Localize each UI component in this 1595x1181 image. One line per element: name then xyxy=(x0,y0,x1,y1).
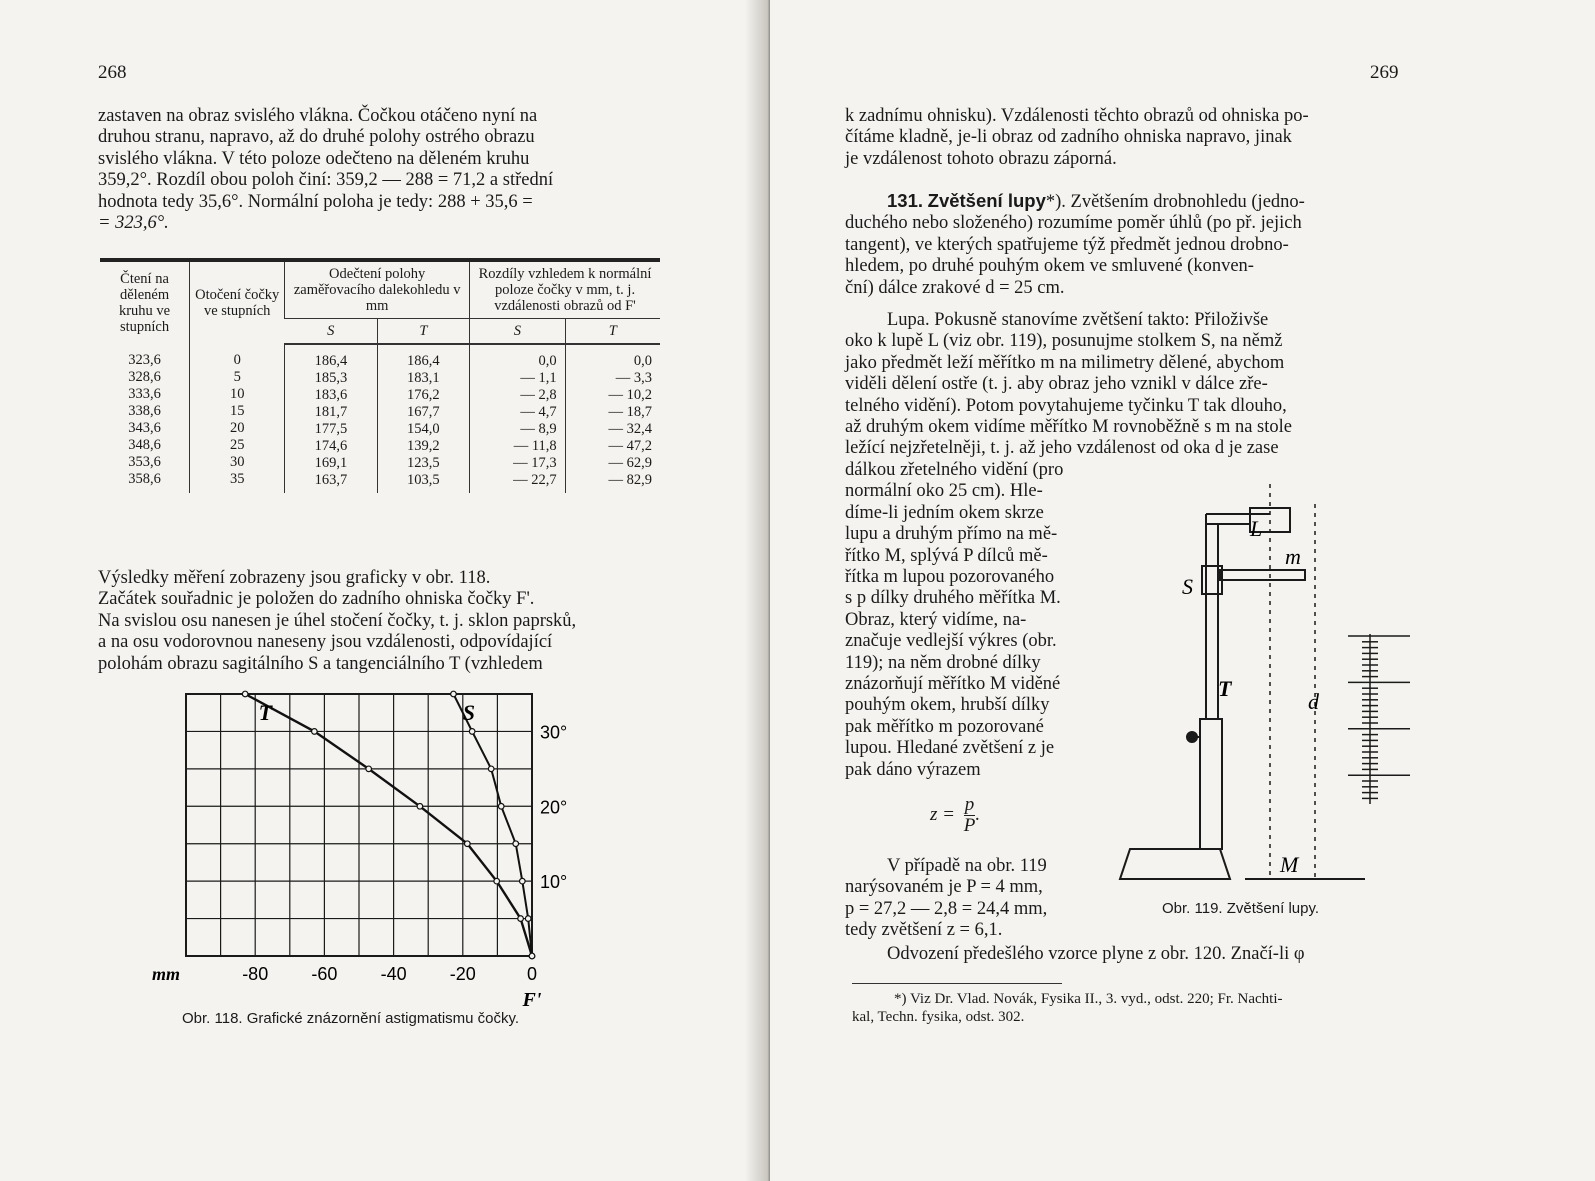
magnification-formula xyxy=(930,795,980,836)
table-cell: 35 xyxy=(229,471,245,487)
label-rod-t: T xyxy=(1218,676,1232,701)
table-cell: 174,6 xyxy=(314,438,348,454)
text-line: duchého nebo složeného) rozumíme poměr úhlů (po př. jejich xyxy=(845,213,1302,234)
table-cell: 103,5 xyxy=(407,472,440,488)
text-line: s p dílky druhého měřítka M. xyxy=(845,588,1061,609)
subheader-s: S xyxy=(285,319,377,345)
x-tick-label: -60 xyxy=(311,964,338,984)
label-scale-big-m: M xyxy=(1280,852,1299,877)
subheader-s: S xyxy=(470,319,566,345)
table-cell: — 2,8 xyxy=(520,387,557,403)
formula-denominator: P xyxy=(963,815,976,836)
x-tick-label: -20 xyxy=(449,964,476,984)
table-cell: 167,7 xyxy=(407,404,440,420)
text-line: Obraz, který vidíme, na- xyxy=(845,609,1027,630)
table-cell: — 32,4 xyxy=(608,421,652,437)
table-cell: 30 xyxy=(229,454,245,470)
text-line: 119); na něm drobné dílky xyxy=(845,652,1041,673)
table-cell: — 8,9 xyxy=(520,421,557,437)
text-line: ležící nejzřetelněji, t. j. až jeho vzdálenost od oka d je zase xyxy=(845,438,1279,459)
curve-label-s: S xyxy=(462,700,476,725)
table-cell: 176,2 xyxy=(407,387,440,403)
text-line: pouhým okem, hrubší dílky xyxy=(845,695,1050,716)
knob xyxy=(1187,732,1197,742)
section-131 xyxy=(845,190,1407,299)
table-cell: 353,6 xyxy=(128,454,161,470)
table-column-cells xyxy=(100,344,190,493)
text-line: Na svislou osu nanesen je úhel stočení čočky, t. j. sklon paprsků, xyxy=(98,610,577,631)
section-first-line xyxy=(845,190,1407,213)
table-column-cells xyxy=(377,344,469,493)
table-cell: 163,7 xyxy=(314,472,348,488)
text-line: p = 27,2 — 2,8 = 24,4 mm, xyxy=(845,898,1048,919)
x-unit-label: mm xyxy=(151,964,180,984)
text-line: tedy zvětšení z = 6,1. xyxy=(845,920,1003,941)
subheader-t: T xyxy=(565,319,660,345)
table-cell: 177,5 xyxy=(314,421,348,437)
text-line: až druhým okem vidíme měřítko M rovnoběžně s m na stole xyxy=(845,417,1292,438)
table-cell: 186,4 xyxy=(407,353,440,369)
label-lupa: L xyxy=(1250,516,1263,541)
footnote-line: kal, Techn. fysika, odst. 302. xyxy=(852,1009,1025,1025)
text-line: Výsledky měření zobrazeny jsou graficky v obr. 118. xyxy=(98,568,491,588)
stand-rod-lower xyxy=(1200,719,1222,849)
text-line: jako předmět leží měřítko m na milimetry dělené, abychom xyxy=(845,352,1285,373)
right-intro-text xyxy=(845,106,1407,170)
chart-labels xyxy=(152,700,567,1011)
text-line: viděli dělení ostře (t. j. aby obraz jeho vznikl v dálce zře- xyxy=(845,374,1268,395)
lupa-paragraph-narrow xyxy=(845,460,1101,781)
derivation-text xyxy=(845,944,1407,965)
col-header-telescope: Odečtení polohy zaměřovacího dalekohledu v mm xyxy=(285,262,470,319)
table-cell: — 62,9 xyxy=(608,455,652,471)
data-point xyxy=(469,729,475,735)
table-cell: 181,7 xyxy=(314,404,348,420)
text-line: narýsovaném je P = 4 mm, xyxy=(845,877,1043,898)
footnote-rule xyxy=(852,983,1062,984)
table-cell: 328,6 xyxy=(128,369,161,385)
text-line: a na osu vodorovnou naneseny jsou vzdálenosti, odpovídající xyxy=(98,632,553,653)
data-point xyxy=(525,916,531,922)
footnote-line: *) Viz Dr. Vlad. Novák, Fysika II., 3. vyd., odst. 220; Fr. Nachti- xyxy=(894,991,1283,1007)
text-line: telného vidění). Potom povytahujeme tyčinku T tak dlouho, xyxy=(845,395,1287,416)
astigmatism-chart xyxy=(151,686,620,1011)
x-tick-label: -40 xyxy=(380,964,407,984)
page-number-left: 268 xyxy=(98,62,127,83)
text-line: V případě na obr. 119 xyxy=(887,856,1047,876)
table-cell: — 17,3 xyxy=(513,455,557,471)
formula-lhs: z = xyxy=(930,803,955,825)
text-line: pak měřítko m pozorované xyxy=(845,716,1044,737)
table-cell: 183,1 xyxy=(407,370,440,386)
table-cell: 5 xyxy=(233,369,241,385)
table-cell: 186,4 xyxy=(314,353,348,369)
chart-grid xyxy=(186,694,532,956)
table-cell: 25 xyxy=(229,437,245,453)
table-cell: 338,6 xyxy=(128,403,161,419)
left-intro-text xyxy=(98,106,662,234)
text-line: hledem, po druhé pouhým okem ve smluvené (konven- xyxy=(845,256,1254,277)
table-cell: 348,6 xyxy=(128,437,161,453)
case-paragraph xyxy=(845,856,1101,942)
data-point xyxy=(518,916,524,922)
table-cell: 169,1 xyxy=(314,455,348,471)
text-line: 359,2°. Rozdíl obou poloh činí: 359,2 — 288 = 71,2 a střední xyxy=(98,170,554,191)
footnote xyxy=(852,990,1412,1026)
data-point xyxy=(242,691,248,697)
text-line: lupu a druhým přímo na mě- xyxy=(845,524,1058,545)
text-line: Začátek souřadnic je položen do zadního ohniska čočky F'. xyxy=(98,589,535,610)
table-cell: 20 xyxy=(229,420,245,436)
magnifier-diagram xyxy=(1100,484,1420,894)
left-page xyxy=(0,0,770,1181)
text-line: značuje vedlejší výkres (obr. xyxy=(845,631,1057,652)
col-header-differences: Rozdíly vzhledem k normální poloze čočky v mm, t. j. vzdálenosti obrazů od F' xyxy=(470,262,660,319)
data-point xyxy=(366,766,372,772)
table-cell: 323,6 xyxy=(128,352,161,368)
table-cell: — 4,7 xyxy=(520,404,557,420)
label-stage-s: S xyxy=(1182,574,1193,599)
y-tick-label: 10° xyxy=(540,872,568,893)
text-line: znázorňují měřítko M viděné xyxy=(845,674,1061,695)
table-cell: 139,2 xyxy=(407,438,440,454)
origin-label: F' xyxy=(522,989,542,1011)
data-point xyxy=(529,953,535,959)
figure-119-caption: Obr. 119. Zvětšení lupy. xyxy=(1162,900,1320,917)
curve-label-t: T xyxy=(258,700,273,725)
data-point xyxy=(417,803,423,809)
section-title: Zvětšení lupy xyxy=(927,190,1046,211)
stage-platform xyxy=(1220,570,1305,580)
text-line: svislého vlákna. V této poloze odečteno na děleném kruhu xyxy=(98,148,530,169)
text-line: řítko M, splývá P dílců mě- xyxy=(845,545,1048,566)
col-header-reading: Čtení na děleném kruhu ve stupních xyxy=(118,271,171,335)
formula-fraction xyxy=(964,795,976,836)
stand-rod-upper xyxy=(1206,524,1218,719)
table-cell: — 11,8 xyxy=(513,438,557,454)
table-cell: 333,6 xyxy=(128,386,161,402)
table-cell: — 10,2 xyxy=(608,387,652,403)
lupa-paragraph-full xyxy=(845,310,1407,460)
text-line: k zadnímu ohnisku). Vzdálenosti těchto obrazů od ohniska po- xyxy=(845,106,1309,126)
table-cell: 185,3 xyxy=(314,370,348,386)
text-line: zastaven na obraz svislého vlákna. Čočkou otáčeno nyní na xyxy=(98,106,538,126)
table-cell: — 82,9 xyxy=(608,472,652,488)
table-cell: 15 xyxy=(229,403,245,419)
text-line: druhou stranu, napravo, až do druhé polohy ostrého obrazu xyxy=(98,127,535,148)
col-header-rotation: Otočení čočky ve stupních xyxy=(190,262,285,344)
data-point xyxy=(513,841,519,847)
section-number: 131. xyxy=(887,190,924,211)
data-point xyxy=(520,878,526,884)
stand-base xyxy=(1120,849,1230,879)
text-line: tangent), ve kterých spatřujeme týž předmět jednou drobno- xyxy=(845,234,1289,255)
scale-ticks xyxy=(1348,634,1410,804)
x-tick-label: 0 xyxy=(526,964,538,984)
table-cell: 0,0 xyxy=(633,353,652,369)
label-scale-m: m xyxy=(1285,544,1301,569)
text-line: = 323,6°. xyxy=(98,213,169,234)
y-tick-label: 20° xyxy=(540,797,568,818)
table-column-cells xyxy=(285,344,377,493)
table-cell: 358,6 xyxy=(128,471,161,487)
table-column-cells xyxy=(565,344,660,493)
x-tick-label: -80 xyxy=(242,964,269,984)
series-line-t xyxy=(245,694,532,956)
text-line: lupou. Hledané zvětšení z je xyxy=(845,738,1055,759)
text-line: je vzdálenost tohoto obrazu záporná. xyxy=(845,148,1117,169)
text-line: normální oko 25 cm). Hle- xyxy=(845,481,1043,502)
table-cell: 154,0 xyxy=(407,421,440,437)
formula-numerator: p xyxy=(964,794,975,815)
figure-118-caption: Obr. 118. Grafické znázornění astigmatismu čočky. xyxy=(182,1010,520,1027)
y-tick-label: 30° xyxy=(540,722,568,743)
table-cell: 123,5 xyxy=(407,455,440,471)
table-cell: — 47,2 xyxy=(608,438,652,454)
table-cell: — 3,3 xyxy=(615,370,652,386)
text-line: řítka m lupou pozorovaného xyxy=(845,567,1055,588)
table-cell: 183,6 xyxy=(314,387,348,403)
text-line: Lupa. Pokusně stanovíme zvětšení takto: Přiloživše xyxy=(887,310,1269,330)
data-point xyxy=(494,878,500,884)
text-line: díme-li jedním okem skrze xyxy=(845,502,1044,523)
table-cell: — 18,7 xyxy=(608,404,652,420)
table-row xyxy=(100,344,660,493)
label-distance-d: d xyxy=(1308,689,1319,714)
data-point xyxy=(464,841,470,847)
results-text xyxy=(98,568,662,675)
text-line: *). Zvětšením drobnohledu (jedno- xyxy=(1045,192,1305,212)
text-line: pak dáno výrazem xyxy=(845,759,981,780)
data-point xyxy=(488,766,494,772)
formula-end: . xyxy=(975,803,981,825)
subheader-t: T xyxy=(377,319,469,345)
text-line: ční) dálce zrakové d = 25 cm. xyxy=(845,277,1065,298)
text-line: polohám obrazu sagitálního S a tangenciálního T (vzhledem xyxy=(98,653,543,674)
measurement-table xyxy=(100,258,660,493)
data-point xyxy=(312,729,318,735)
data-point xyxy=(498,803,504,809)
table-cell: — 22,7 xyxy=(513,472,557,488)
text-line: čítáme kladně, je-li obraz od zadního ohniska napravo, jinak xyxy=(845,127,1292,148)
table-column-cells xyxy=(470,344,566,493)
text-line: Odvození předešlého vzorce plyne z obr. 120. Značí-li φ xyxy=(887,944,1305,964)
table-body xyxy=(100,344,660,493)
page-number-right: 269 xyxy=(1370,62,1399,83)
table-column-cells xyxy=(190,344,285,493)
table-cell: 0,0 xyxy=(538,353,557,369)
table-cell: 343,6 xyxy=(128,420,161,436)
text-line: dálkou zřetelného vidění (pro xyxy=(845,460,1064,480)
table-cell: 0 xyxy=(233,352,241,368)
table-cell: 10 xyxy=(229,386,245,402)
text-line: oko k lupě L (viz obr. 119), posunujme stolkem S, na němž xyxy=(845,331,1283,352)
table-cell: — 1,1 xyxy=(520,370,557,386)
data-point xyxy=(451,691,457,697)
text-line: hodnota tedy 35,6°. Normální poloha je tedy: 288 + 35,6 = xyxy=(98,191,533,212)
